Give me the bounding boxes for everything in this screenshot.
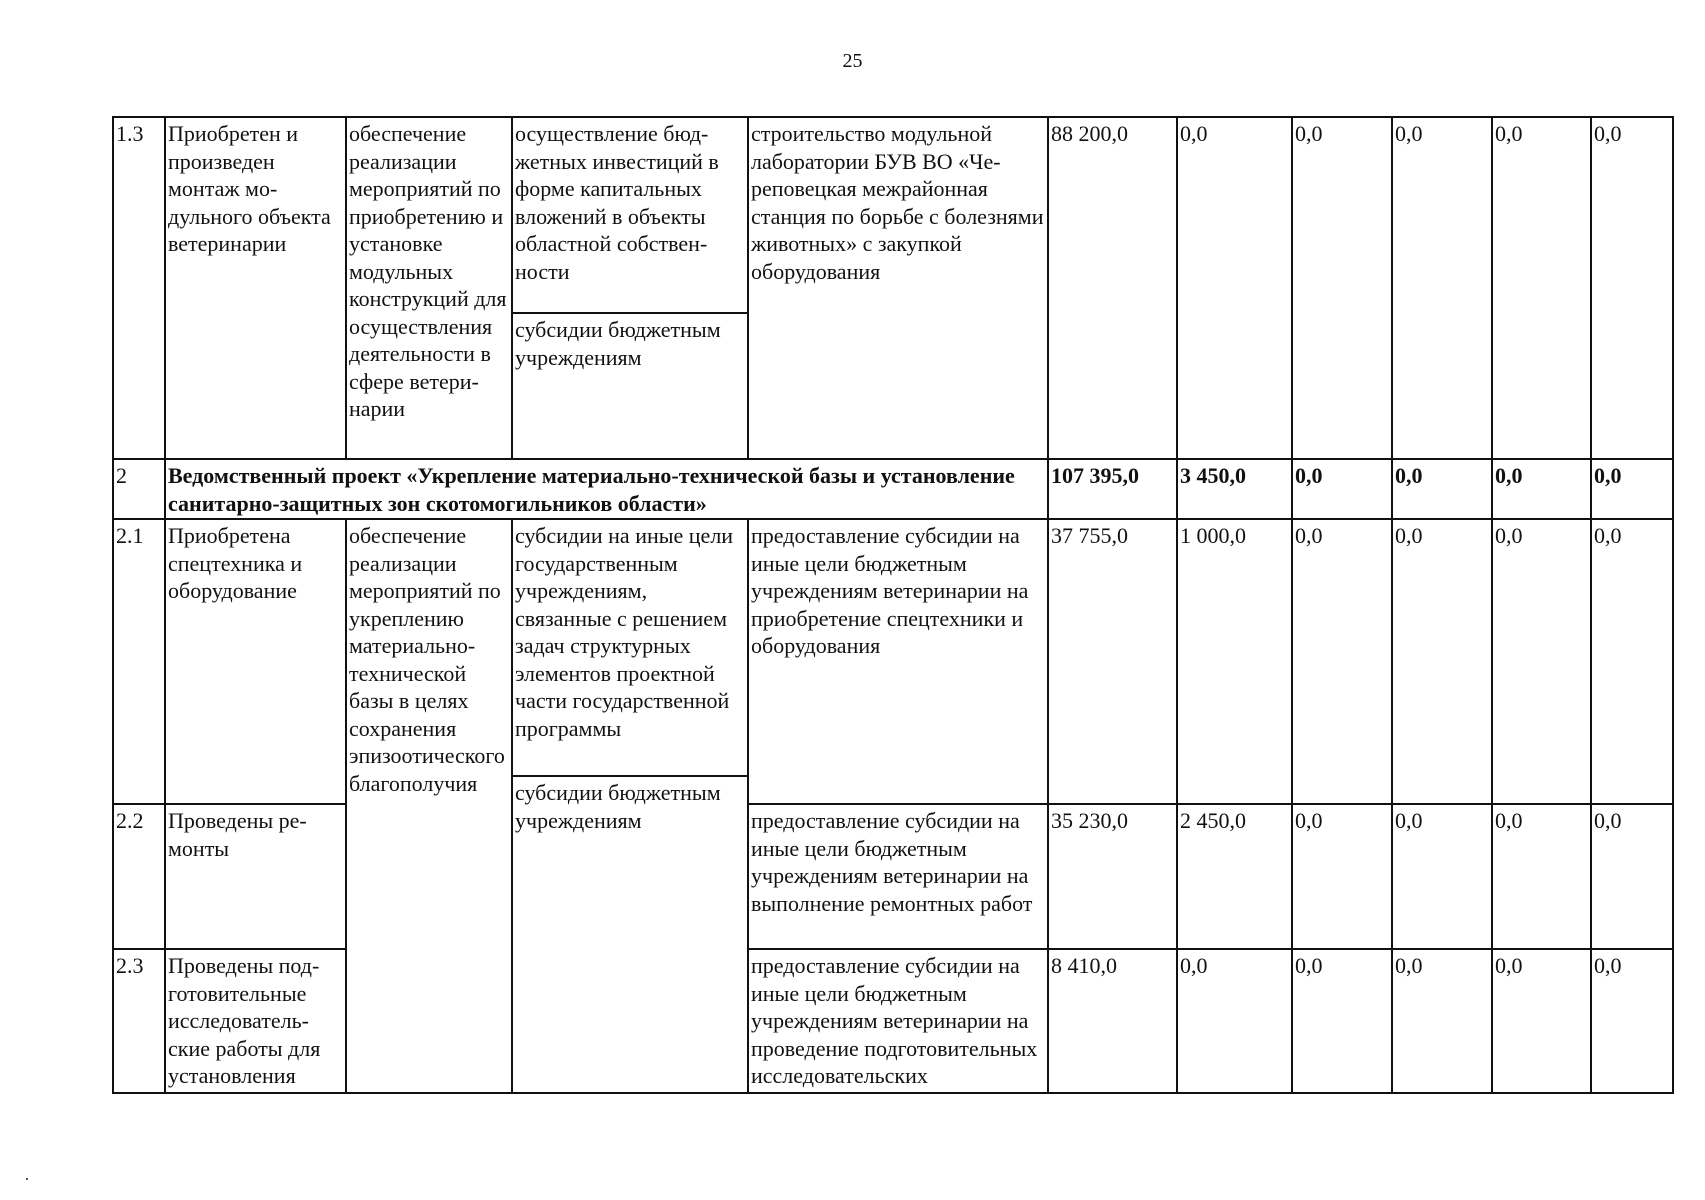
value-cell: 0,0	[1392, 804, 1492, 949]
value-cell: 3 450,0	[1177, 459, 1292, 519]
direction-cell: осуществление бюджетных инвестиций в форме капитальных вложений в объекты областной собственности	[512, 117, 748, 313]
program-table	[112, 116, 1674, 1094]
row-number: 2.1	[113, 519, 165, 804]
value-cell: 8 410,0	[1048, 949, 1177, 1093]
shared-task-cell: обеспечение реализации мероприятий по укреплению материально-технической базы в целях сохранения эпизоотического благополучия	[346, 519, 512, 1093]
value-cell: 0,0	[1591, 949, 1673, 1093]
value-cell: 0,0	[1492, 949, 1591, 1093]
value-cell: 0,0	[1392, 949, 1492, 1093]
characteristic-cell: строительство модульной лаборатории БУВ ВО «Череповецкая межрайонная станция по борьбе с болезнями животных» с закупкой оборудования	[748, 117, 1048, 459]
value-cell: 0,0	[1492, 459, 1591, 519]
table-row-2	[113, 459, 1673, 519]
row-number: 2.3	[113, 949, 165, 1093]
value-cell: 0,0	[1292, 117, 1392, 459]
row-number: 2	[113, 459, 165, 519]
value-cell: 0,0	[1392, 459, 1492, 519]
value-cell: 0,0	[1392, 519, 1492, 804]
value-cell: 2 450,0	[1177, 804, 1292, 949]
value-cell: 0,0	[1392, 117, 1492, 459]
value-cell: 0,0	[1591, 459, 1673, 519]
result-cell: Приобретена спецтехника и оборудование	[165, 519, 346, 804]
shared-direction-cell: субсидии бюджетным учреждениям	[512, 776, 748, 1093]
result-cell: Проведены ремонты	[165, 804, 346, 949]
value-cell: 0,0	[1292, 804, 1392, 949]
value-cell: 88 200,0	[1048, 117, 1177, 459]
result-cell: Приобретен и произведен монтаж модульного объекта ветеринарии	[165, 117, 346, 459]
direction-cell: субсидии бюджетным учреждениям	[512, 313, 748, 459]
row-number: 2.2	[113, 804, 165, 949]
project-title: Ведомственный проект «Укрепление материально-технической базы и установление санитарно-защитных зон скотомогильников области»	[165, 459, 1048, 519]
value-cell: 0,0	[1492, 804, 1591, 949]
direction-cell: субсидии на иные цели государственным учреждениям, связанные с решением задач структурных элементов проектной части государственной программы	[512, 519, 748, 776]
task-cell: обеспечение реализации мероприятий по приобретению и установке модульных конструкций для осуществления деятельности в сфере ветеринарии	[346, 117, 512, 459]
value-cell: 0,0	[1292, 459, 1392, 519]
characteristic-cell: предоставление субсидии на иные цели бюджетным учреждениям ветеринарии на проведение подготовительных исследовательских	[748, 949, 1048, 1093]
value-cell: 0,0	[1292, 519, 1392, 804]
value-cell: 107 395,0	[1048, 459, 1177, 519]
value-cell: 0,0	[1591, 519, 1673, 804]
value-cell: 0,0	[1177, 117, 1292, 459]
value-cell: 1 000,0	[1177, 519, 1292, 804]
value-cell: 0,0	[1591, 804, 1673, 949]
row-number: 1.3	[113, 117, 165, 459]
value-cell: 35 230,0	[1048, 804, 1177, 949]
result-cell: Проведены подготовительные исследовательские работы для установления	[165, 949, 346, 1093]
value-cell: 0,0	[1177, 949, 1292, 1093]
value-cell: 37 755,0	[1048, 519, 1177, 804]
value-cell: 0,0	[1292, 949, 1392, 1093]
characteristic-cell: предоставление субсидии на иные цели бюджетным учреждениям ветеринарии на выполнение ремонтных работ	[748, 804, 1048, 949]
value-cell: 0,0	[1492, 117, 1591, 459]
scan-speck	[26, 1178, 28, 1180]
value-cell: 0,0	[1492, 519, 1591, 804]
table-row-2-1	[113, 519, 1673, 776]
page-number: 25	[842, 50, 863, 72]
table-row-1-3	[113, 117, 1673, 313]
value-cell: 0,0	[1591, 117, 1673, 459]
characteristic-cell: предоставление субсидии на иные цели бюджетным учреждениям ветеринарии на приобретение спецтехники и оборудования	[748, 519, 1048, 804]
